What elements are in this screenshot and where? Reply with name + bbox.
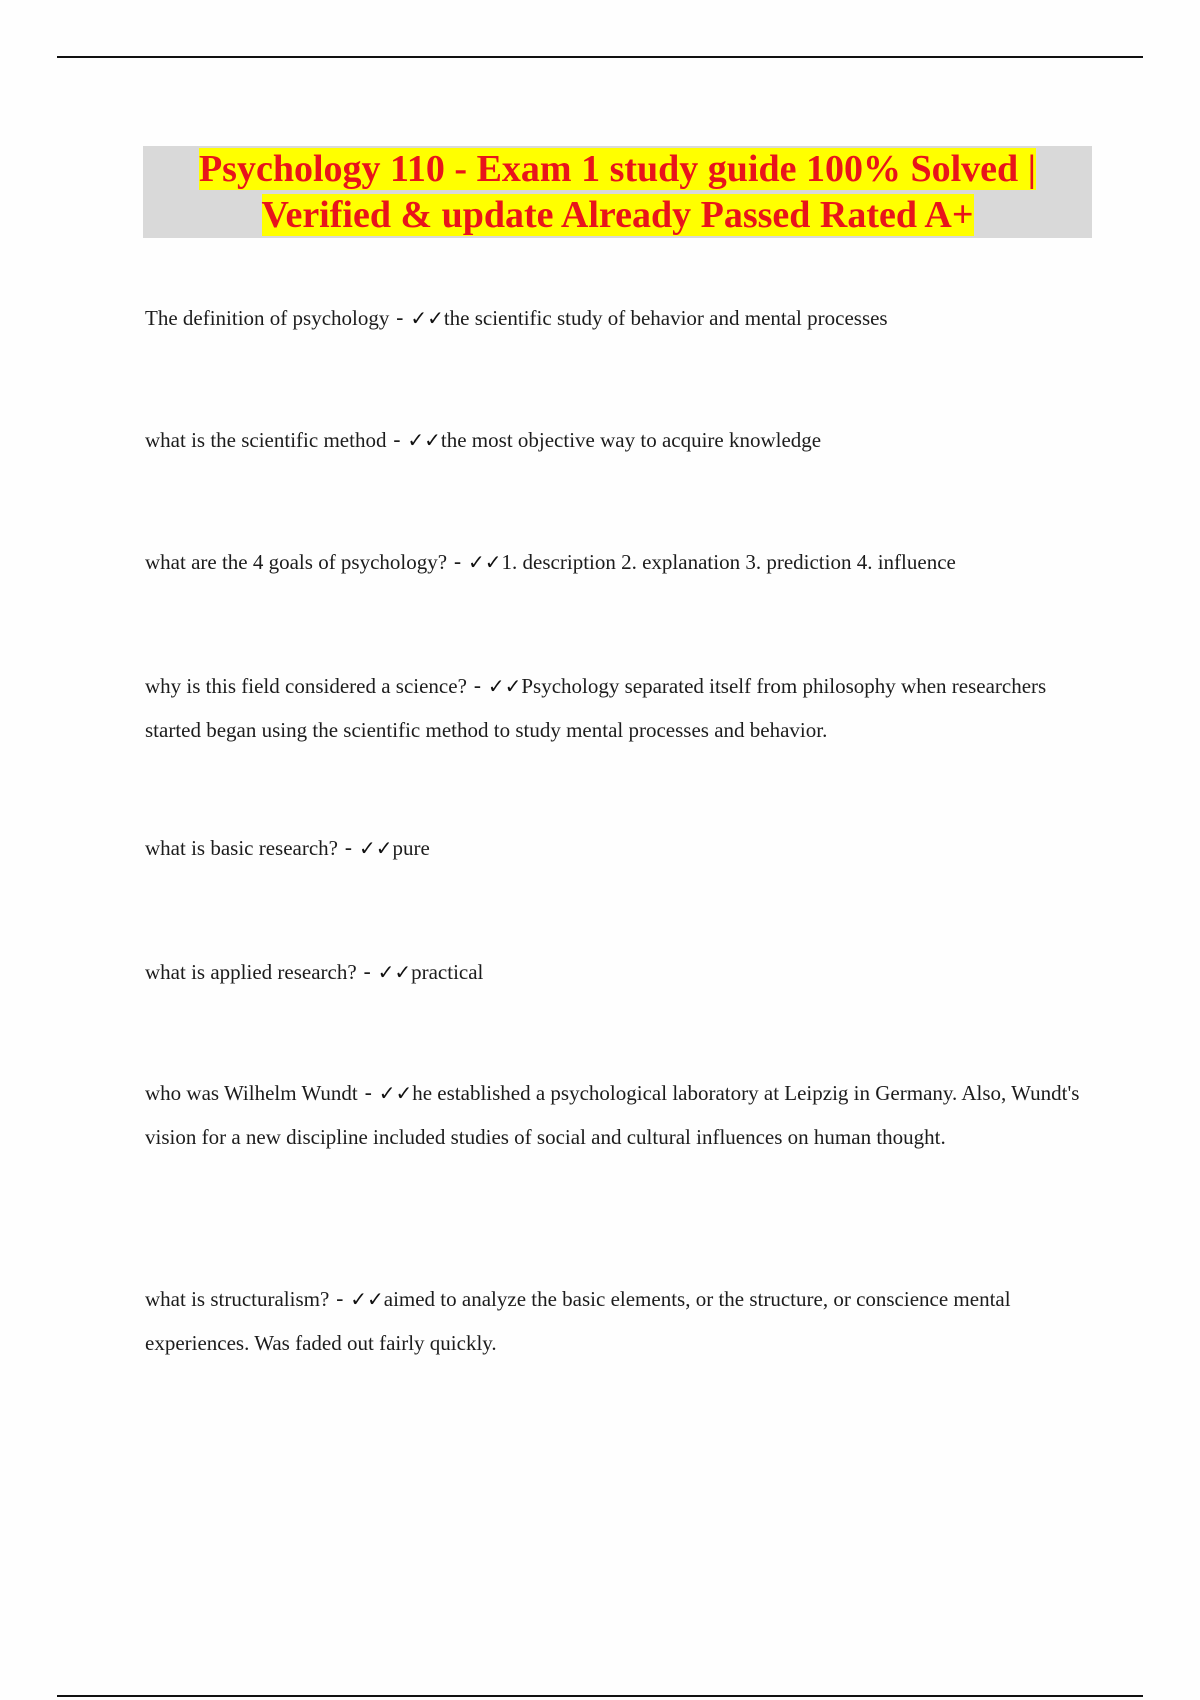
separator: - bbox=[386, 428, 408, 452]
separator: - bbox=[329, 1287, 351, 1311]
qa-item bbox=[145, 540, 1085, 584]
qa-item bbox=[145, 664, 1085, 752]
qa-item bbox=[145, 826, 1085, 870]
answer-text: practical bbox=[411, 960, 484, 984]
title-line-2: Verified & update Already Passed Rated A+ bbox=[261, 194, 974, 236]
double-check-icon: ✓✓ bbox=[410, 306, 444, 330]
title-banner bbox=[143, 146, 1092, 238]
answer-text: pure bbox=[392, 836, 430, 860]
document-title bbox=[143, 146, 1092, 238]
question-text: what is structuralism? bbox=[145, 1287, 330, 1311]
separator: - bbox=[356, 960, 378, 984]
double-check-icon: ✓✓ bbox=[378, 1081, 413, 1105]
answer-text: 1. description 2. explanation 3. prediction 4. influence bbox=[501, 550, 956, 574]
separator: - bbox=[466, 674, 488, 698]
double-check-icon: ✓✓ bbox=[487, 674, 522, 698]
question-text: who was Wilhelm Wundt bbox=[145, 1081, 358, 1105]
question-text: The definition of psychology bbox=[145, 306, 390, 330]
separator: - bbox=[338, 836, 359, 860]
question-text: why is this field considered a science? bbox=[145, 674, 467, 698]
qa-item bbox=[145, 1071, 1085, 1159]
question-text: what is basic research? bbox=[145, 836, 338, 860]
double-check-icon: ✓✓ bbox=[377, 960, 412, 984]
qa-item bbox=[145, 950, 1085, 994]
top-rule bbox=[57, 56, 1143, 58]
separator: - bbox=[447, 550, 469, 574]
separator: - bbox=[357, 1081, 379, 1105]
bottom-rule bbox=[57, 1695, 1143, 1697]
double-check-icon: ✓✓ bbox=[350, 1287, 384, 1311]
question-text: what is applied research? bbox=[145, 960, 357, 984]
answer-text: aimed to analyze the basic elements, or the structure, or conscience mental experiences. Was faded out fairly quickly. bbox=[145, 1287, 1011, 1355]
double-check-icon: ✓✓ bbox=[468, 550, 502, 574]
answer-text: the scientific study of behavior and mental processes bbox=[443, 306, 888, 330]
answer-text: Psychology separated itself from philosophy when researchers started began using the scientific method to study mental processes and behavior. bbox=[145, 674, 1047, 742]
double-check-icon: ✓✓ bbox=[358, 836, 393, 860]
question-text: what is the scientific method bbox=[145, 428, 387, 452]
answer-text: the most objective way to acquire knowledge bbox=[440, 428, 822, 452]
answer-text: he established a psychological laboratory at Leipzig in Germany. Also, Wundt's vision for a new discipline included studies of social and cultural influences on human thought. bbox=[145, 1081, 1080, 1149]
title-line-1: Psychology 110 - Exam 1 study guide 100% Solved | bbox=[198, 148, 1037, 190]
qa-item bbox=[145, 296, 1085, 340]
qa-item bbox=[145, 1277, 1085, 1365]
separator: - bbox=[389, 306, 411, 330]
qa-item bbox=[145, 418, 1085, 462]
question-text: what are the 4 goals of psychology? bbox=[145, 550, 448, 574]
double-check-icon: ✓✓ bbox=[407, 428, 441, 452]
